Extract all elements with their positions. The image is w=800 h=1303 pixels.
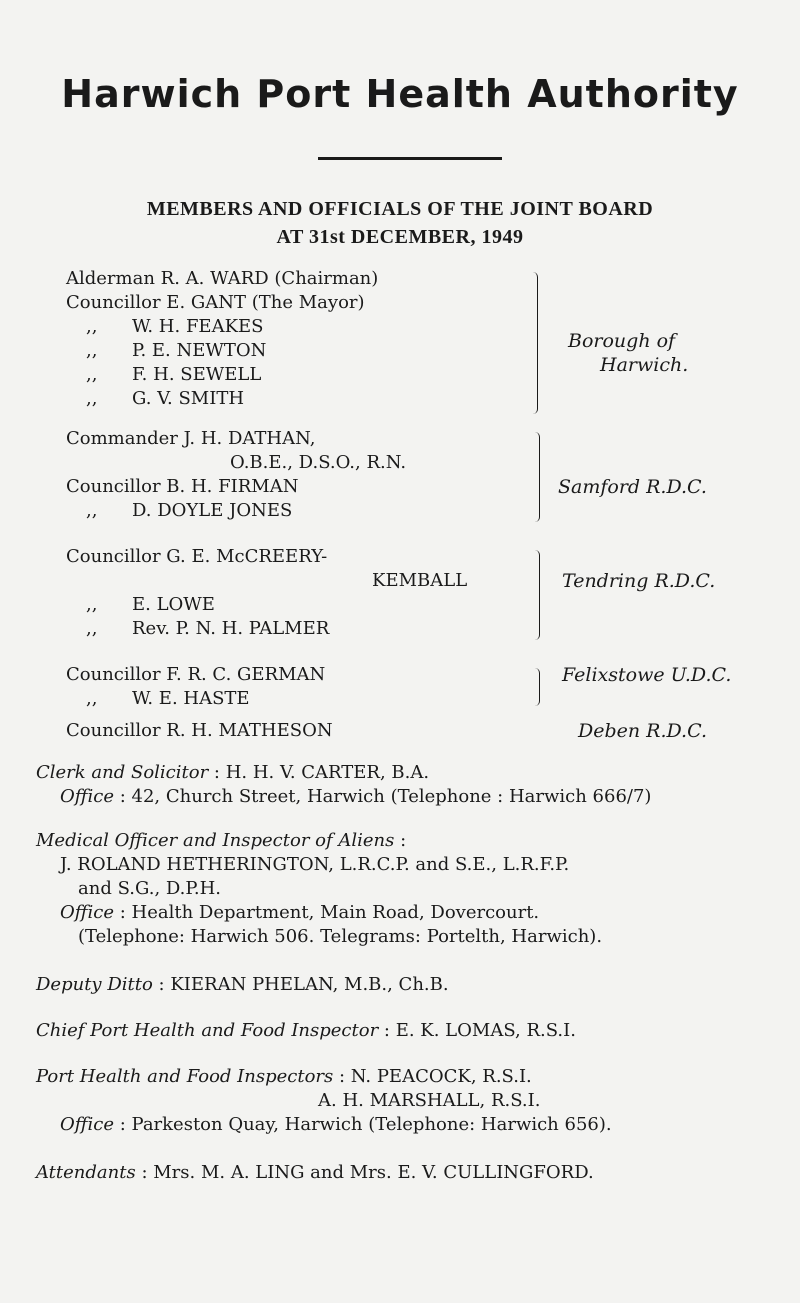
section-heading-line1: MEMBERS AND OFFICIALS OF THE JOINT BOARD <box>146 198 654 220</box>
section-heading-line2: AT 31st DECEMBER, 1949 <box>276 226 524 248</box>
office-label: Office <box>60 1114 114 1135</box>
member-name: O.B.E., D.S.O., R.N. <box>230 452 407 473</box>
inspectors-entry: Port Health and Food Inspectors : N. PEACOCK, R.S.I. <box>36 1066 532 1087</box>
ditto-mark: ,, <box>86 340 98 361</box>
medical-officer-label: Medical Officer and Inspector of Aliens <box>36 830 395 851</box>
chief-inspector-entry: Chief Port Health and Food Inspector : E. K. LOMAS, R.S.I. <box>36 1020 576 1041</box>
medical-officer-name: J. ROLAND HETHERINGTON, L.R.C.P. and S.E., L.R.F.P. <box>60 854 570 875</box>
deputy-name: KIERAN PHELAN, M.B., Ch.B. <box>170 974 449 995</box>
inspector-name: A. H. MARSHALL, R.S.I. <box>318 1090 541 1111</box>
member-name: W. H. FEAKES <box>132 316 264 337</box>
member-name: F. H. SEWELL <box>132 364 262 385</box>
inspectors-office: Office : Parkeston Quay, Harwich (Telephone: Harwich 656). <box>60 1114 612 1135</box>
member-name: Rev. P. N. H. PALMER <box>132 618 330 639</box>
member-name: E. LOWE <box>132 594 215 615</box>
member-name: W. E. HASTE <box>132 688 250 709</box>
district-name: Borough of <box>568 330 676 352</box>
clerk-label: Clerk and Solicitor <box>36 762 209 783</box>
member-name: P. E. NEWTON <box>132 340 267 361</box>
group-brace <box>534 486 540 522</box>
member-name: Councillor R. H. MATHESON <box>66 720 333 741</box>
member-name: KEMBALL <box>372 570 468 591</box>
member-name: Alderman R. A. WARD (Chairman) <box>66 268 379 289</box>
chief-inspector-name: E. K. LOMAS, R.S.I. <box>395 1020 576 1041</box>
clerk-entry: Clerk and Solicitor : H. H. V. CARTER, B.A. <box>36 762 430 783</box>
group-brace <box>534 596 540 640</box>
ditto-mark: ,, <box>86 594 98 615</box>
ditto-mark: ,, <box>86 316 98 337</box>
medical-officer-name-cont: and S.G., D.P.H. <box>78 878 221 899</box>
medical-officer-label-line: Medical Officer and Inspector of Aliens : <box>36 830 407 851</box>
clerk-name: H. H. V. CARTER, B.A. <box>225 762 430 783</box>
ditto-mark: ,, <box>86 388 98 409</box>
group-brace <box>534 550 540 596</box>
attendants-label: Attendants <box>36 1162 136 1183</box>
group-brace <box>534 687 540 706</box>
group-brace <box>534 668 540 687</box>
member-name: Commander J. H. DATHAN, <box>66 428 316 449</box>
inspector-name: N. PEACOCK, R.S.I. <box>350 1066 532 1087</box>
member-name: Councillor E. GANT (The Mayor) <box>66 292 365 313</box>
office-address: Parkeston Quay, Harwich (Telephone: Harwich 656). <box>131 1114 612 1135</box>
office-label: Office <box>60 786 114 807</box>
title-underline <box>318 157 502 160</box>
chief-inspector-label: Chief Port Health and Food Inspector <box>36 1020 379 1041</box>
ditto-mark: ,, <box>86 364 98 385</box>
group-brace <box>534 432 540 486</box>
group-brace <box>532 272 538 342</box>
member-name: Councillor F. R. C. GERMAN <box>66 664 326 685</box>
office-address: Health Department, Main Road, Dovercourt. <box>131 902 540 923</box>
medical-office-contact: (Telephone: Harwich 506. Telegrams: Portelth, Harwich). <box>78 926 603 947</box>
ditto-mark: ,, <box>86 618 98 639</box>
district-name: Felixstowe U.D.C. <box>562 664 732 686</box>
attendants-entry: Attendants : Mrs. M. A. LING and Mrs. E. V. CULLINGFORD. <box>36 1162 594 1183</box>
member-name: Councillor B. H. FIRMAN <box>66 476 299 497</box>
office-address: 42, Church Street, Harwich (Telephone : Harwich 666/7) <box>131 786 652 807</box>
district-name: Samford R.D.C. <box>558 476 707 498</box>
deputy-label: Deputy Ditto <box>36 974 153 995</box>
office-label: Office <box>60 902 114 923</box>
member-name: Councillor G. E. McCREERY- <box>66 546 328 567</box>
deputy-entry: Deputy Ditto : KIERAN PHELAN, M.B., Ch.B. <box>36 974 449 995</box>
district-name: Harwich. <box>600 354 689 376</box>
attendants-names: Mrs. M. A. LING and Mrs. E. V. CULLINGFORD. <box>153 1162 594 1183</box>
ditto-mark: ,, <box>86 500 98 521</box>
clerk-office: Office : 42, Church Street, Harwich (Telephone : Harwich 666/7) <box>60 786 652 807</box>
ditto-mark: ,, <box>86 688 98 709</box>
member-name: D. DOYLE JONES <box>132 500 293 521</box>
district-name: Tendring R.D.C. <box>562 570 716 592</box>
inspectors-label: Port Health and Food Inspectors <box>36 1066 334 1087</box>
district-name: Deben R.D.C. <box>578 720 708 742</box>
group-brace <box>532 342 538 414</box>
medical-office: Office : Health Department, Main Road, Dovercourt. <box>60 902 540 923</box>
member-name: G. V. SMITH <box>132 388 245 409</box>
page-title: Harwich Port Health Authority <box>61 72 739 116</box>
